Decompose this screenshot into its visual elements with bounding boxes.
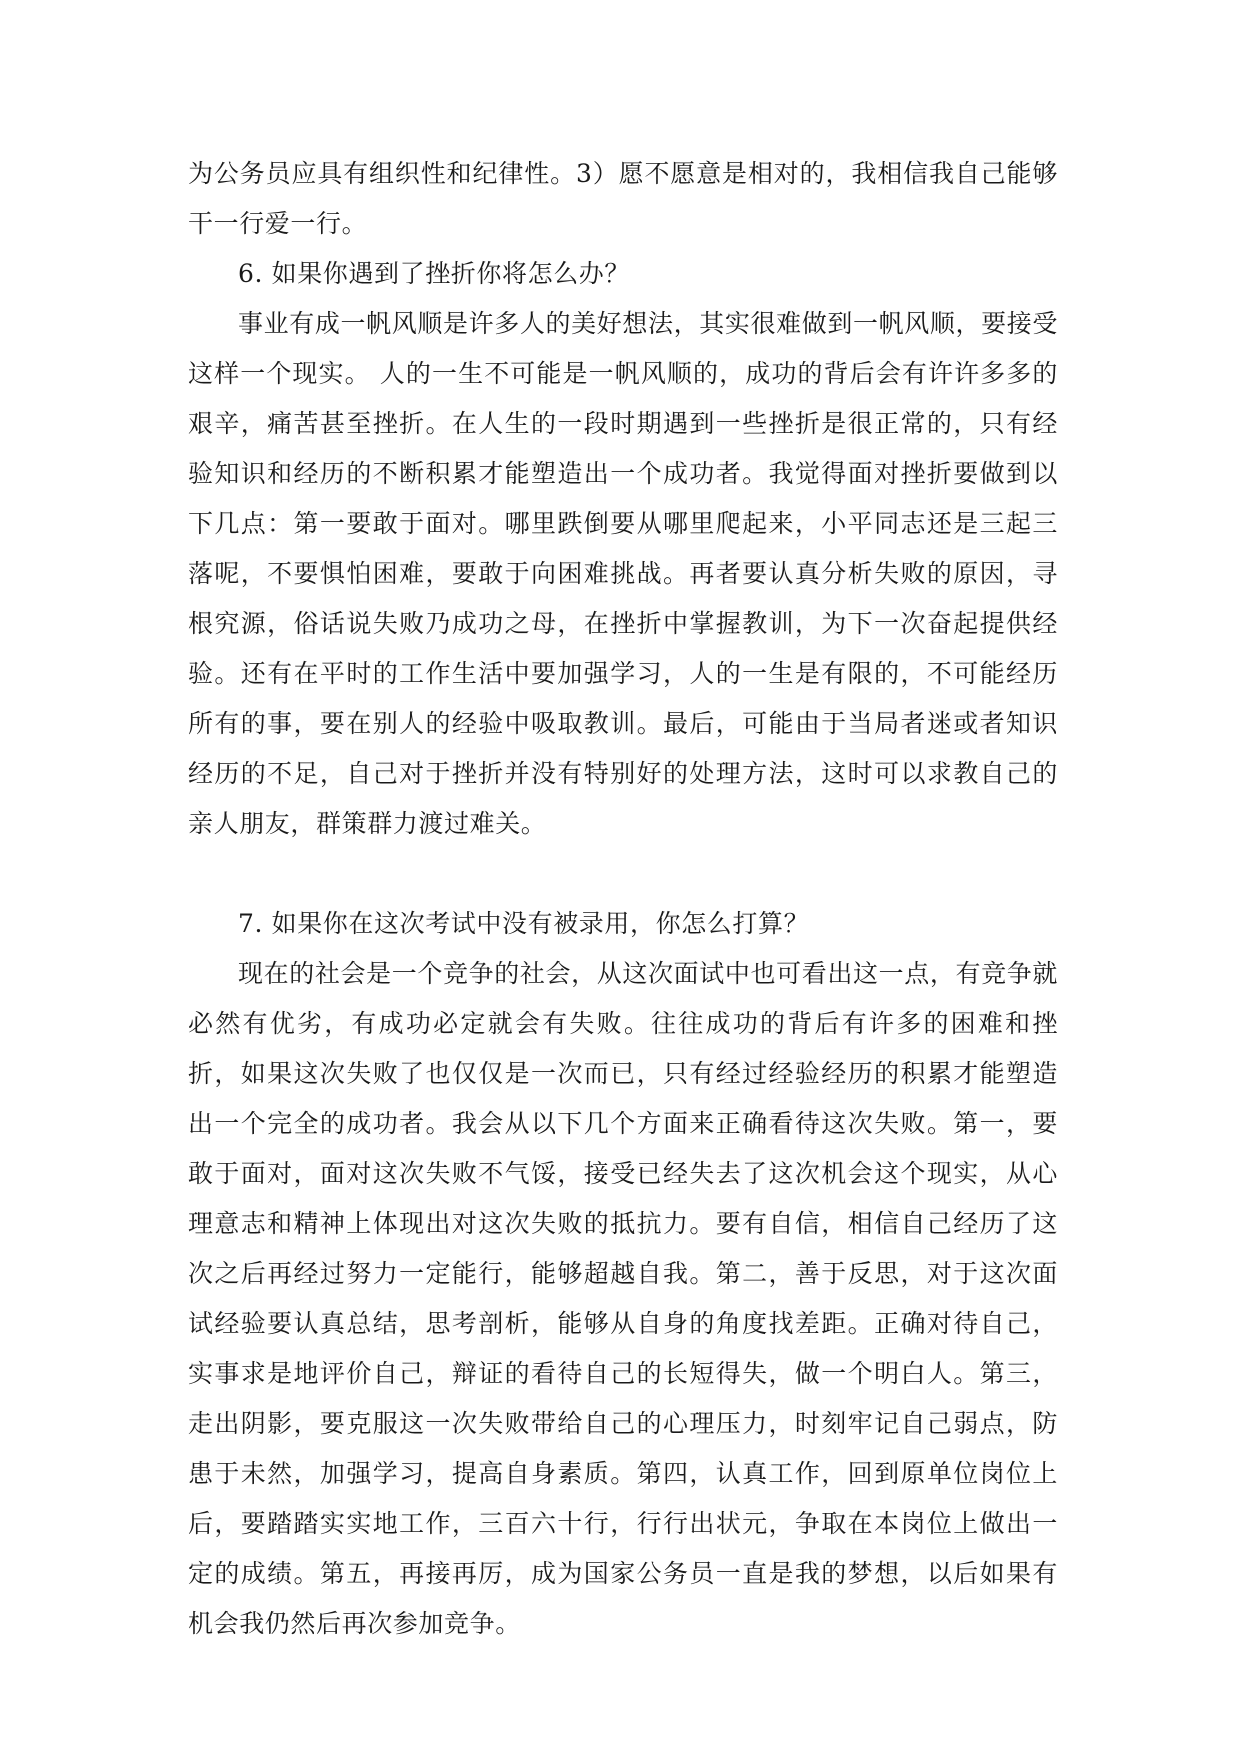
paragraph-continuation: 为公务员应具有组织性和纪律性。3）愿不愿意是相对的，我相信我自己能够干一行爱一行。: [188, 159, 1058, 238]
question-7-heading: 7. 如果你在这次考试中没有被录用，你怎么打算？: [238, 909, 810, 938]
document-body: [188, 149, 1058, 1649]
paragraph-spacer: [188, 849, 1058, 899]
answer-6-paragraph: 事业有成一帆风顺是许多人的美好想法，其实很难做到一帆风顺，要接受这样一个现实。 人的一生不可能是一帆风顺的，成功的背后会有许许多多的艰辛，痛苦甚至挫折。在人生的一段时期遇到一些挫折是很正常的，只有经验知识和经历的不断积累才能塑造出一个成功者。我觉得面对挫折要做到以下几点：第一要敢于面对。哪里跌倒要从哪里爬起来，小平同志还是三起三落呢，不要惧怕困难，要敢于向困难挑战。再者要认真分析失败的原因，寻根究源，俗话说失败乃成功之母，在挫折中掌握教训，为下一次奋起提供经验。还有在平时的工作生活中要加强学习，人的一生是有限的，不可能经历所有的事，要在别人的经验中吸取教训。最后，可能由于当局者迷或者知识经历的不足，自己对于挫折并没有特别好的处理方法，这时可以求教自己的亲人朋友，群策群力渡过难关。: [188, 309, 1058, 838]
answer-7-paragraph: 现在的社会是一个竞争的社会，从这次面试中也可看出这一点，有竞争就必然有优劣，有成功必定就会有失败。往往成功的背后有许多的困难和挫折，如果这次失败了也仅仅是一次而已，只有经过经验经历的积累才能塑造出一个完全的成功者。我会从以下几个方面来正确看待这次失败。第一，要敢于面对，面对这次失败不气馁，接受已经失去了这次机会这个现实，从心理意志和精神上体现出对这次失败的抵抗力。要有自信，相信自己经历了这次之后再经过努力一定能行，能够超越自我。第二，善于反思，对于这次面试经验要认真总结，思考剖析，能够从自身的角度找差距。正确对待自己，实事求是地评价自己，辩证的看待自己的长短得失，做一个明白人。第三，走出阴影，要克服这一次失败带给自己的心理压力，时刻牢记自己弱点，防患于未然，加强学习，提高自身素质。第四，认真工作，回到原单位岗位上后，要踏踏实实地工作，三百六十行，行行出状元，争取在本岗位上做出一定的成绩。第五，再接再厉，成为国家公务员一直是我的梦想，以后如果有机会我仍然后再次参加竞争。: [188, 959, 1058, 1638]
question-6-heading: 6. 如果你遇到了挫折你将怎么办？: [238, 259, 631, 288]
